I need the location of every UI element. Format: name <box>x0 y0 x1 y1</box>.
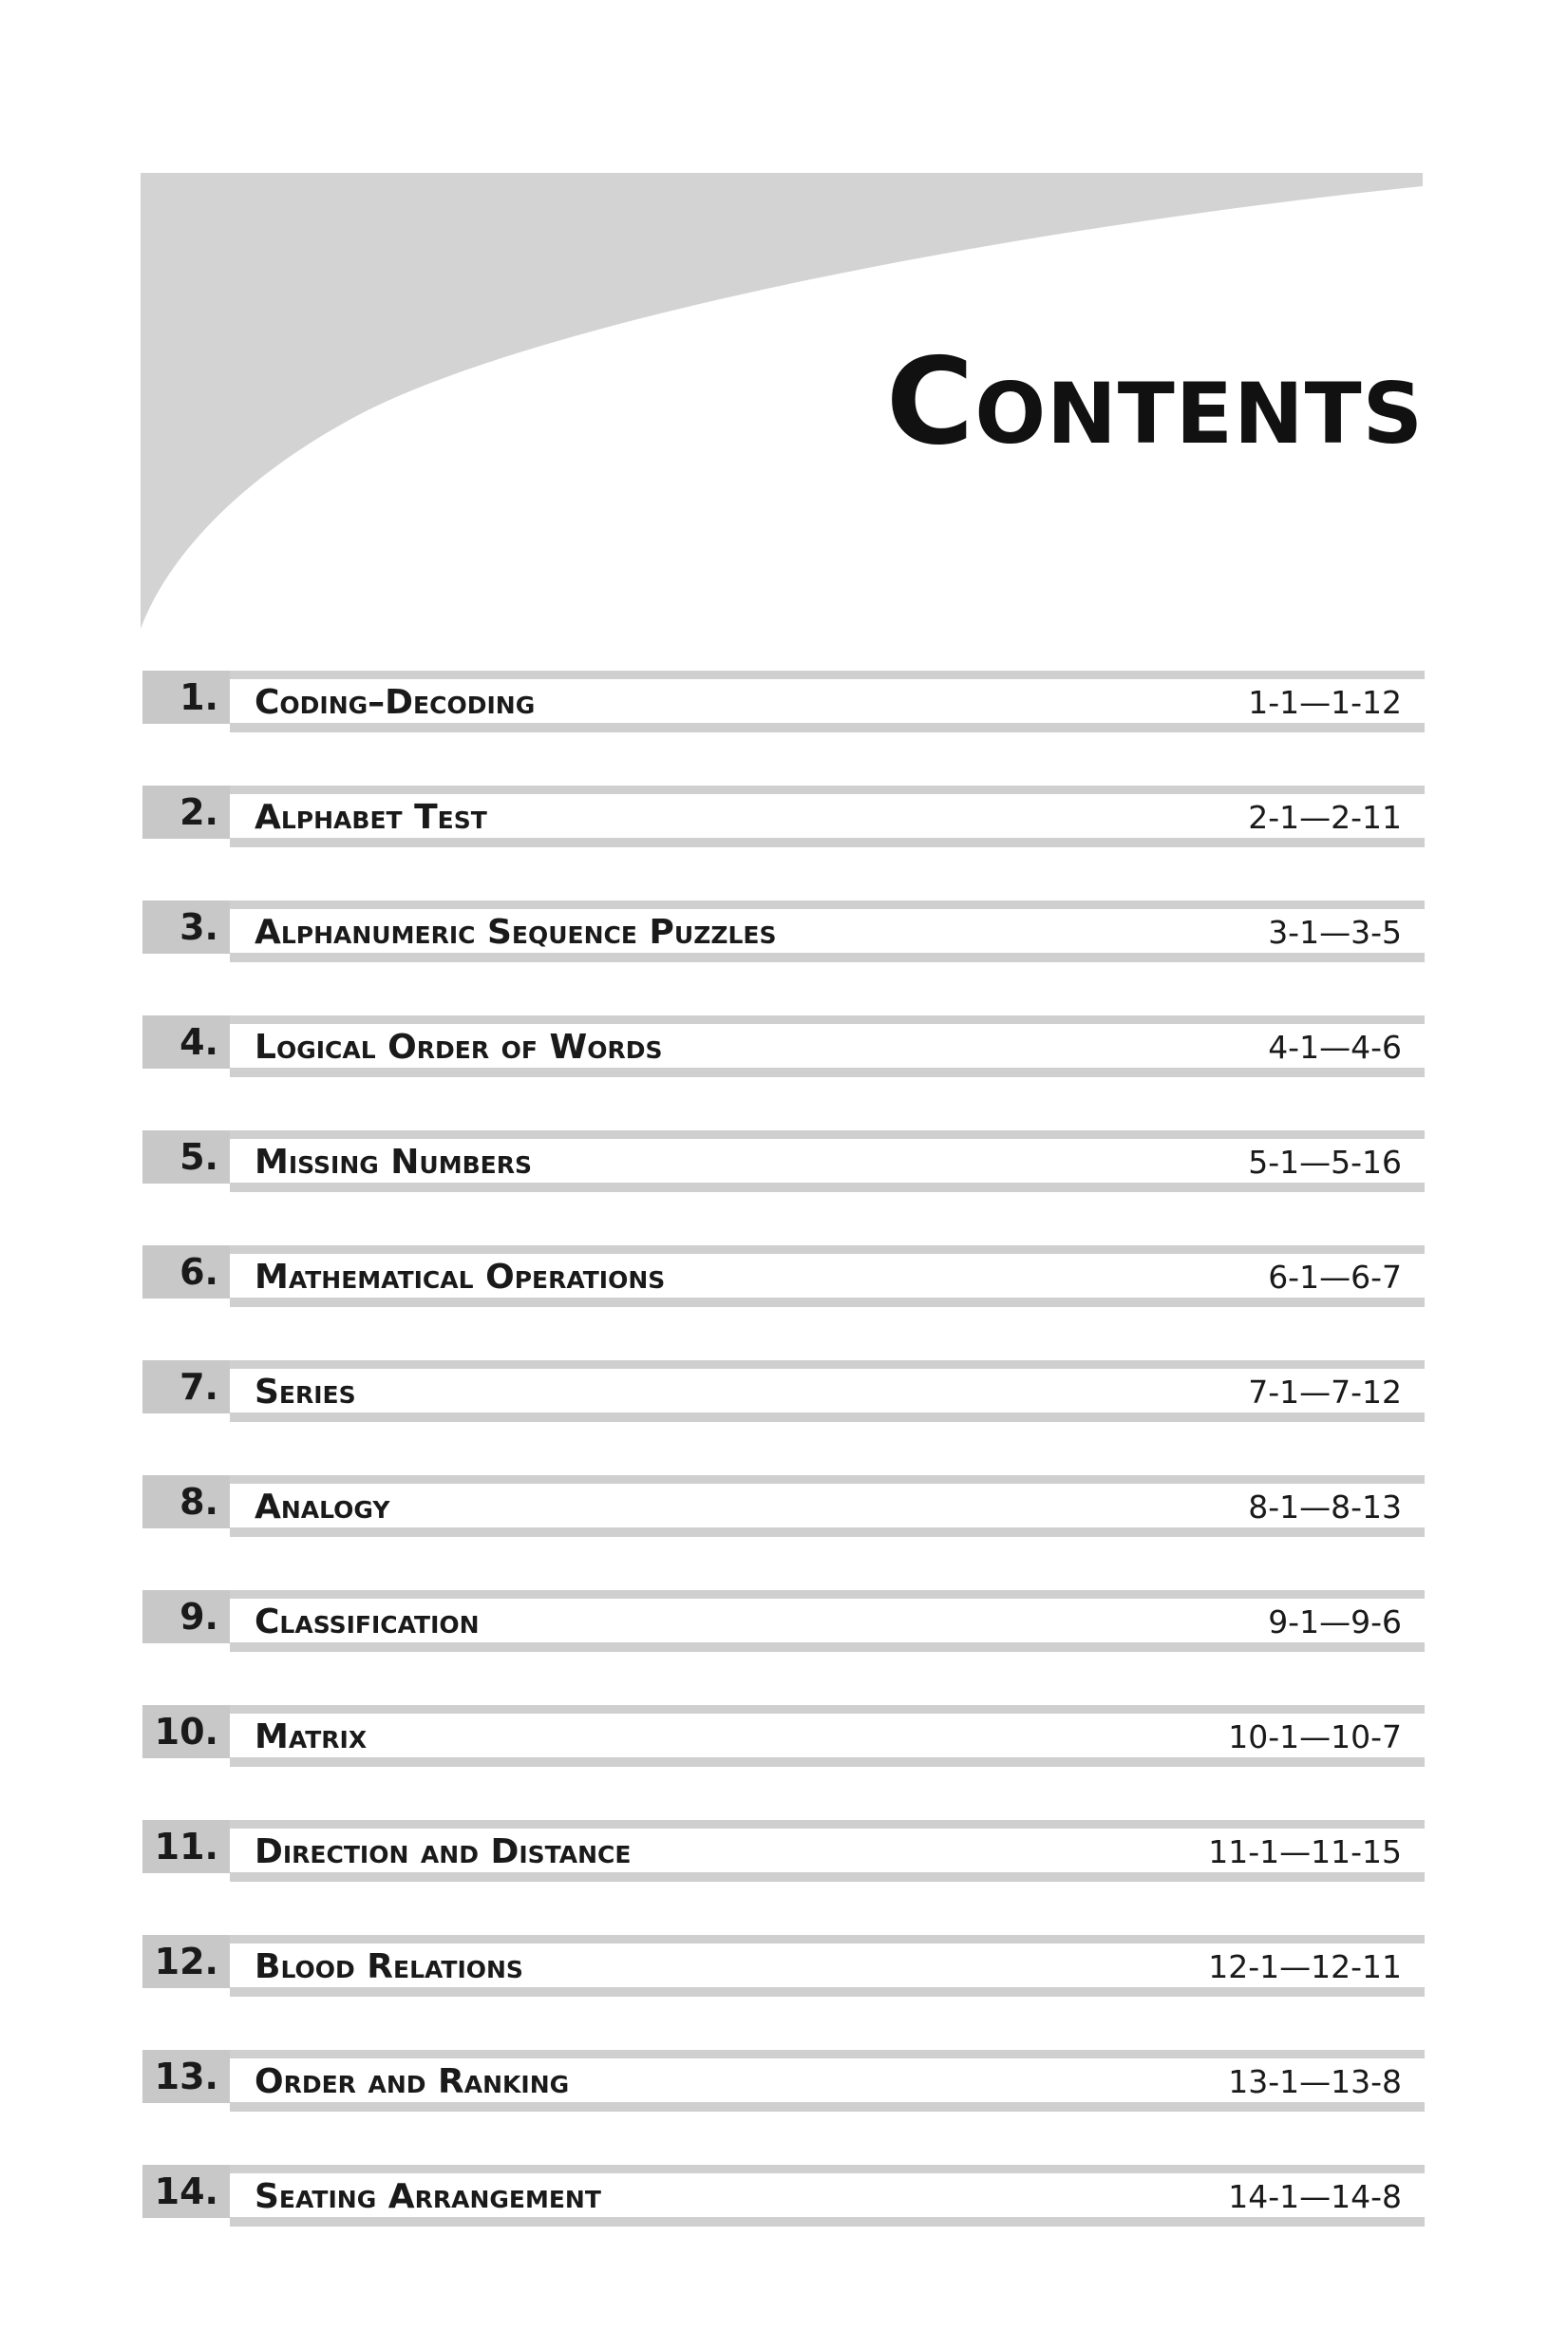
rule-bottom <box>230 1068 1425 1077</box>
toc-entry[interactable] <box>142 1475 1425 1536</box>
rule-bottom <box>230 2102 1425 2112</box>
toc-entry[interactable] <box>142 671 1425 731</box>
chapter-number-box <box>142 1820 230 1873</box>
chapter-number-box <box>142 1130 230 1184</box>
toc-entry[interactable] <box>142 1590 1425 1651</box>
rule-bottom <box>230 723 1425 732</box>
rule-top <box>230 1475 1425 1484</box>
toc-entry[interactable] <box>142 1245 1425 1306</box>
rule-bottom <box>230 1757 1425 1767</box>
chapter-number: 9. <box>179 1596 218 1638</box>
chapter-title: Coding–Decoding <box>255 683 536 722</box>
chapter-number: 5. <box>179 1136 218 1178</box>
rule-bottom <box>230 1642 1425 1652</box>
rule-top <box>230 1705 1425 1714</box>
chapter-number-box <box>142 1360 230 1413</box>
chapter-number: 13. <box>154 2056 218 2097</box>
page-range: 2-1—2-11 <box>1248 799 1402 836</box>
chapter-title: Mathematical Operations <box>255 1258 666 1297</box>
chapter-number-box <box>142 2050 230 2103</box>
chapter-number-box <box>142 1590 230 1643</box>
page-range: 7-1—7-12 <box>1248 1374 1402 1411</box>
chapter-number-box <box>142 1245 230 1299</box>
rule-bottom <box>230 2217 1425 2227</box>
page-range: 3-1—3-5 <box>1268 914 1402 951</box>
rule-top <box>230 901 1425 909</box>
chapter-number: 4. <box>179 1021 218 1063</box>
toc-entry[interactable] <box>142 1360 1425 1421</box>
rule-top <box>230 671 1425 679</box>
chapter-number: 2. <box>179 791 218 833</box>
chapter-title: Missing Numbers <box>255 1143 532 1182</box>
chapter-title: Analogy <box>255 1488 390 1526</box>
rule-top <box>230 1360 1425 1369</box>
rule-bottom <box>230 1987 1425 1997</box>
page-range: 12-1—12-11 <box>1208 1948 1402 1985</box>
page-range: 13-1—13-8 <box>1228 2063 1402 2100</box>
page-range: 4-1—4-6 <box>1268 1029 1402 1066</box>
rule-bottom <box>230 1183 1425 1192</box>
toc-entry[interactable] <box>142 786 1425 846</box>
page-range: 11-1—11-15 <box>1208 1833 1402 1870</box>
page-range: 6-1—6-7 <box>1268 1259 1402 1296</box>
rule-bottom <box>230 1298 1425 1307</box>
page-range: 1-1—1-12 <box>1248 684 1402 721</box>
chapter-title: Logical Order of Words <box>255 1028 663 1067</box>
rule-top <box>230 786 1425 794</box>
page-range: 9-1—9-6 <box>1268 1603 1402 1640</box>
chapter-title: Series <box>255 1373 356 1412</box>
toc-entry[interactable] <box>142 1015 1425 1076</box>
chapter-title: Seating Arrangement <box>255 2177 601 2216</box>
page-range: 14-1—14-8 <box>1228 2178 1402 2215</box>
rule-bottom <box>230 838 1425 847</box>
toc-entry[interactable] <box>142 1705 1425 1766</box>
chapter-number-box <box>142 1935 230 1988</box>
chapter-number: 7. <box>179 1366 218 1408</box>
rule-top <box>230 1245 1425 1254</box>
rule-top <box>230 1935 1425 1943</box>
rule-top <box>230 1015 1425 1024</box>
chapter-number: 12. <box>154 1941 218 1982</box>
rule-top <box>230 1820 1425 1829</box>
chapter-title: Alphabet Test <box>255 798 487 837</box>
chapter-title: Alphanumeric Sequence Puzzles <box>255 913 777 952</box>
chapter-number: 1. <box>179 676 218 718</box>
chapter-number-box <box>142 1705 230 1758</box>
page-range: 10-1—10-7 <box>1228 1718 1402 1755</box>
chapter-number: 11. <box>154 1826 218 1868</box>
toc-entry[interactable] <box>142 2165 1425 2226</box>
toc-entry[interactable] <box>142 1130 1425 1191</box>
rule-top <box>230 2050 1425 2058</box>
page-range: 5-1—5-16 <box>1248 1144 1402 1181</box>
chapter-number-box <box>142 671 230 724</box>
rule-bottom <box>230 1527 1425 1537</box>
toc-entry[interactable] <box>142 1820 1425 1881</box>
chapter-number-box <box>142 1015 230 1069</box>
rule-bottom <box>230 953 1425 962</box>
chapter-title: Order and Ranking <box>255 2062 570 2101</box>
chapter-number-box <box>142 2165 230 2218</box>
rule-top <box>230 2165 1425 2173</box>
chapter-title: Classification <box>255 1602 480 1641</box>
rule-top <box>230 1130 1425 1139</box>
chapter-number-box <box>142 1475 230 1528</box>
rule-bottom <box>230 1872 1425 1882</box>
chapter-title: Matrix <box>255 1717 368 1756</box>
chapter-number: 6. <box>179 1251 218 1293</box>
chapter-title: Blood Relations <box>255 1947 523 1986</box>
toc-entry[interactable] <box>142 2050 1425 2111</box>
toc-entry[interactable] <box>142 1935 1425 1996</box>
chapter-number: 8. <box>179 1481 218 1523</box>
chapter-title: Direction and Distance <box>255 1832 632 1871</box>
toc-entry[interactable] <box>142 901 1425 961</box>
page-range: 8-1—8-13 <box>1248 1488 1402 1526</box>
chapter-number: 14. <box>154 2171 218 2212</box>
rule-bottom <box>230 1412 1425 1422</box>
chapter-number-box <box>142 901 230 954</box>
page-title: Contents <box>885 332 1424 471</box>
rule-top <box>230 1590 1425 1599</box>
chapter-number: 3. <box>179 906 218 948</box>
chapter-number-box <box>142 786 230 839</box>
chapter-number: 10. <box>154 1711 218 1753</box>
